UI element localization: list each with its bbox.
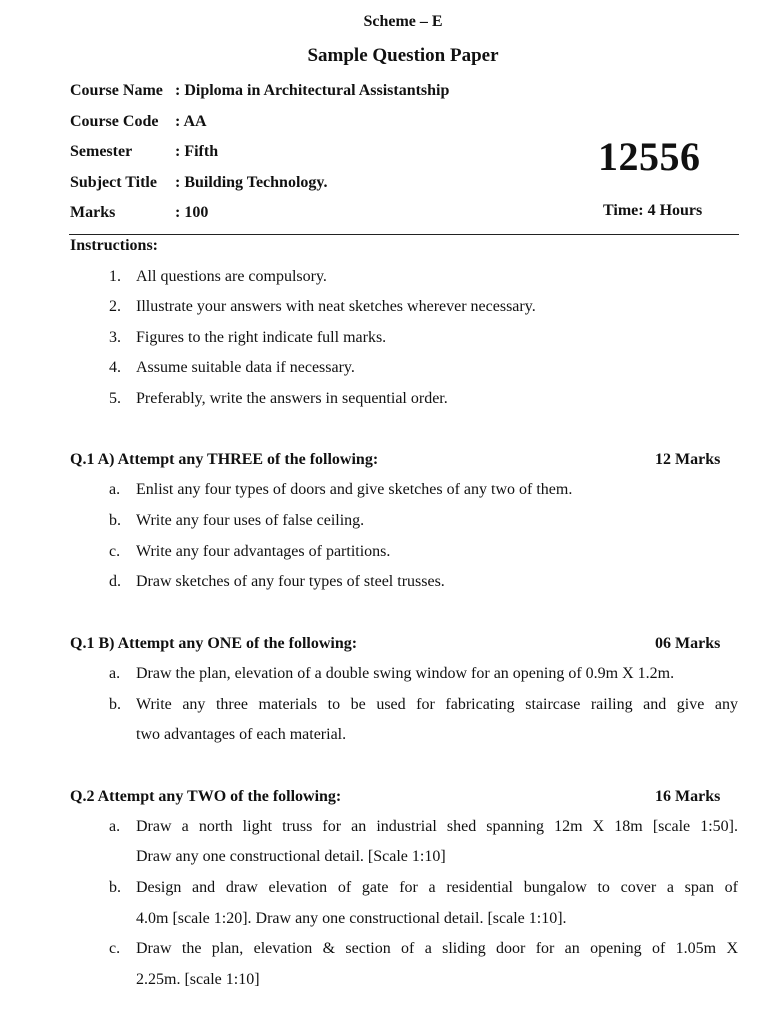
scheme-label: Scheme – E <box>363 13 443 30</box>
time-label: Time: 4 Hours <box>603 202 703 219</box>
item-letter: b. <box>109 696 121 713</box>
paper-title: Sample Question Paper <box>307 45 499 66</box>
question-marks: 16 Marks <box>655 788 721 805</box>
item-text-continued: 4.0m [scale 1:20]. Draw any one constructional detail. [scale 1:10]. <box>136 910 567 927</box>
course-code-label: Course Code <box>70 113 159 130</box>
item-letter: a. <box>109 481 121 498</box>
instruction-text: All questions are compulsory. <box>136 268 327 285</box>
item-letter: b. <box>109 879 121 896</box>
marks-label: Marks <box>70 204 116 221</box>
semester-value: : Fifth <box>175 143 219 160</box>
question-heading: Q.1 B) Attempt any ONE of the following: <box>70 635 358 652</box>
item-letter: b. <box>109 512 121 529</box>
item-text-continued: Draw any one constructional detail. [Scale 1:10] <box>136 848 446 865</box>
course-code-value: : AA <box>175 113 207 130</box>
item-letter: d. <box>109 573 121 590</box>
item-letter: c. <box>109 543 121 560</box>
item-text: Enlist any four types of doors and give sketches of any two of them. <box>136 481 573 498</box>
course-name-value: : Diploma in Architectural Assistantship <box>175 82 450 99</box>
item-text: Draw the plan, elevation of a double swing window for an opening of 0.9m X 1.2m. <box>136 665 675 682</box>
instruction-number: 3. <box>109 329 121 346</box>
item-text: Write any four advantages of partitions. <box>136 543 391 560</box>
instruction-text: Illustrate your answers with neat sketches wherever necessary. <box>136 298 536 315</box>
instruction-number: 1. <box>109 268 121 285</box>
subject-title-label: Subject Title <box>70 174 157 191</box>
course-name-label: Course Name <box>70 82 163 99</box>
item-text: Write any four uses of false ceiling. <box>136 512 365 529</box>
item-letter: a. <box>109 818 121 835</box>
question-heading: Q.2 Attempt any TWO of the following: <box>70 788 342 805</box>
item-text: Draw a north light truss for an industrial shed spanning 12m X 18m [scale 1:50]. <box>136 818 738 835</box>
instruction-number: 5. <box>109 390 121 407</box>
item-text: Write any three materials to be used for fabricating staircase railing and give any <box>136 696 738 713</box>
semester-label: Semester <box>70 143 133 160</box>
header-divider <box>69 234 739 235</box>
instruction-number: 2. <box>109 298 121 315</box>
item-letter: a. <box>109 665 121 682</box>
item-text-continued: 2.25m. [scale 1:10] <box>136 971 260 988</box>
subject-title-value: : Building Technology. <box>175 174 328 191</box>
instruction-number: 4. <box>109 359 121 376</box>
instruction-text: Figures to the right indicate full marks. <box>136 329 387 346</box>
marks-value: : 100 <box>175 204 209 221</box>
instructions-heading: Instructions: <box>70 237 159 254</box>
item-text: Draw sketches of any four types of steel trusses. <box>136 573 445 590</box>
paper-code: 12556 <box>598 134 701 179</box>
item-text-continued: two advantages of each material. <box>136 726 347 743</box>
question-heading: Q.1 A) Attempt any THREE of the following: <box>70 451 379 468</box>
item-letter: c. <box>109 940 121 957</box>
item-text: Design and draw elevation of gate for a residential bungalow to cover a span of <box>136 879 738 896</box>
instruction-text: Assume suitable data if necessary. <box>136 359 355 376</box>
instruction-text: Preferably, write the answers in sequential order. <box>136 390 448 407</box>
question-marks: 06 Marks <box>655 635 721 652</box>
question-marks: 12 Marks <box>655 451 721 468</box>
item-text: Draw the plan, elevation & section of a sliding door for an opening of 1.05m X <box>136 940 738 957</box>
